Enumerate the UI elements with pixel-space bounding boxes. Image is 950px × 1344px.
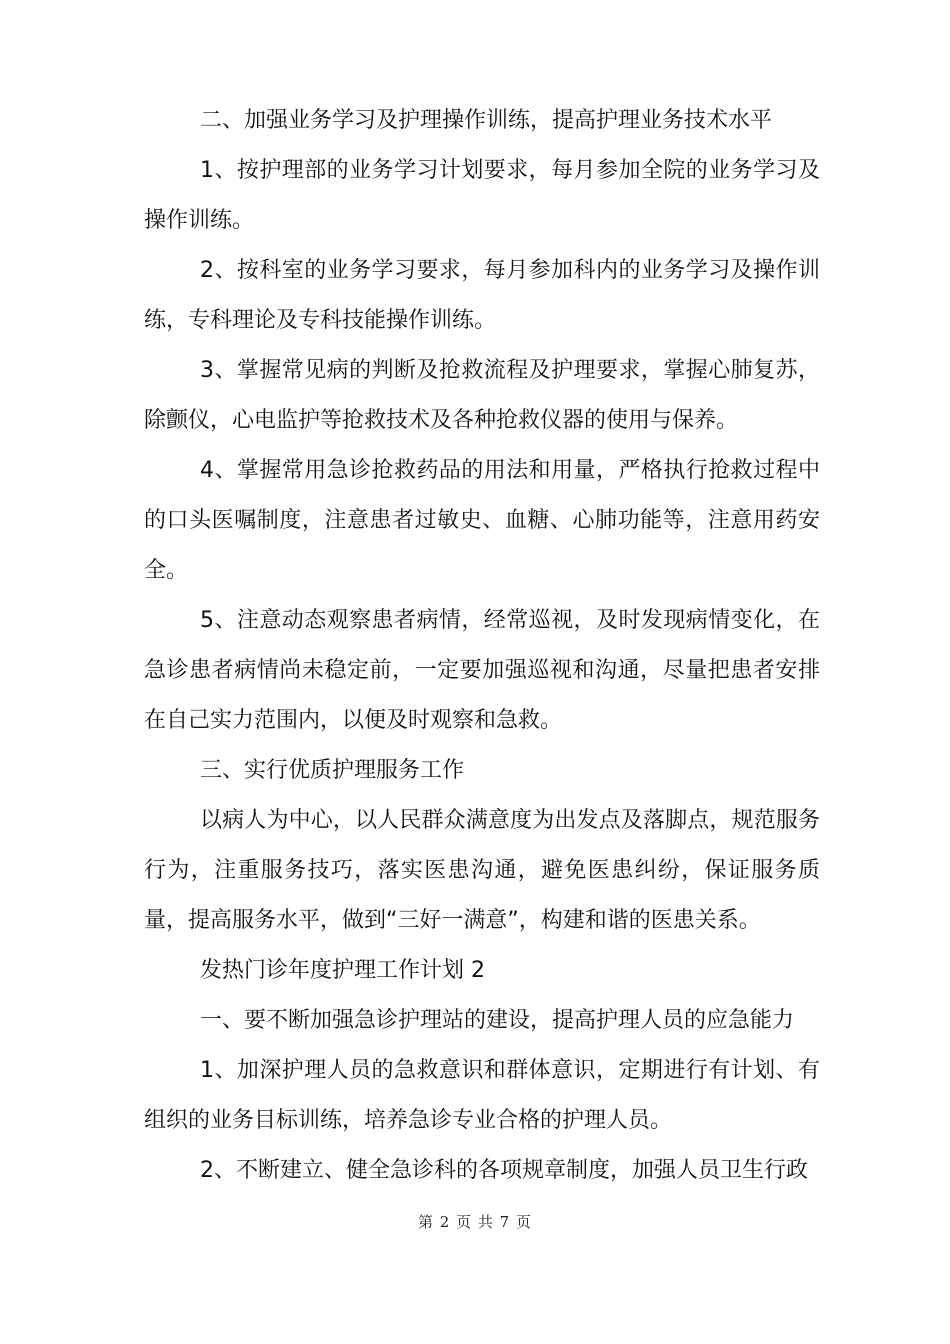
- paragraph-item-4: 4、掌握常用急诊抢救药品的用法和用量，严格执行抢救过程中的口头医嘱制度，注意患者过敏史、血糖、心肺功能等，注意用药安全。: [144, 458, 820, 583]
- document-body: [144, 96, 820, 1196]
- section-heading-1: 一、要不断加强急诊护理站的建设，提高护理人员的应急能力: [200, 1008, 795, 1033]
- plan-title-2: 发热门诊年度护理工作计划 2: [200, 958, 485, 983]
- section-heading-2: 二、加强业务学习及护理操作训练，提高护理业务技术水平: [200, 108, 773, 133]
- paragraph-item-3: 3、掌握常见病的判断及抢救流程及护理要求，掌握心肺复苏，除颤仪，心电监护等抢救技术及各种抢救仪器的使用与保养。: [144, 358, 820, 433]
- section-heading-3: 三、实行优质护理服务工作: [200, 758, 465, 783]
- paragraph-item-1b: 1、加深护理人员的急救意识和群体意识，定期进行有计划、有组织的业务目标训练，培养急诊专业合格的护理人员。: [144, 1058, 820, 1133]
- paragraph-service: 以病人为中心，以人民群众满意度为出发点及落脚点，规范服务行为，注重服务技巧，落实医患沟通，避免医患纠纷，保证服务质量，提高服务水平，做到“三好一满意”，构建和谐的医患关系。: [144, 808, 820, 933]
- paragraph-item-5: 5、注意动态观察患者病情，经常巡视，及时发现病情变化，在急诊患者病情尚未稳定前，一定要加强巡视和沟通，尽量把患者安排在自己实力范围内，以便及时观察和急救。: [144, 608, 820, 733]
- page-number-footer: 第 2 页 共 7 页: [418, 1213, 532, 1231]
- paragraph-item-2b: 2、不断建立、健全急诊科的各项规章制度，加强人员卫生行政: [200, 1158, 808, 1183]
- paragraph-item-2: 2、按科室的业务学习要求，每月参加科内的业务学习及操作训练，专科理论及专科技能操作训练。: [144, 258, 820, 333]
- paragraph-item-1: 1、按护理部的业务学习计划要求，每月参加全院的业务学习及操作训练。: [144, 158, 820, 233]
